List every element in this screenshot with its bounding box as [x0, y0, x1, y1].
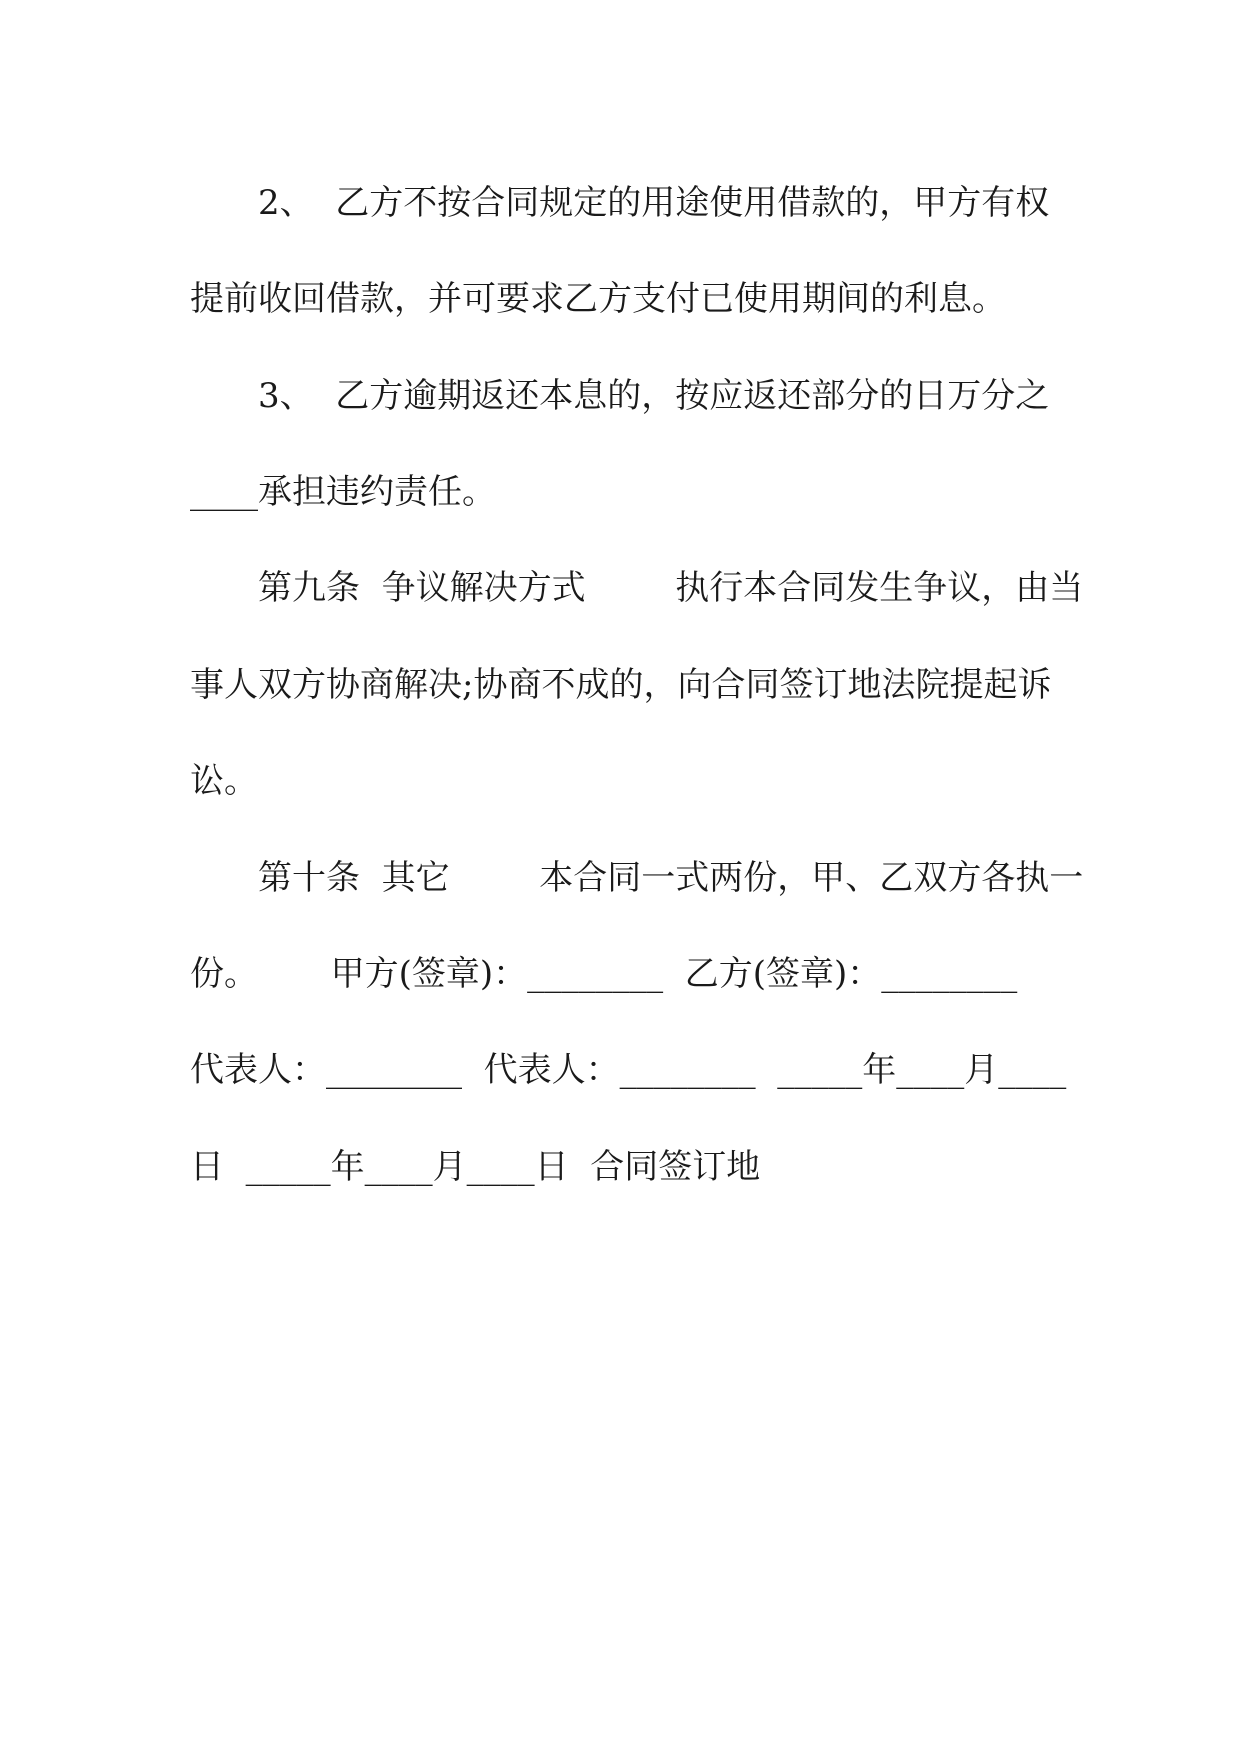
text-line: 提前收回借款，并可要求乙方支付已使用期间的利息。 [190, 279, 1006, 319]
text-line: 日 _____年____月____日 合同签订地 [190, 1147, 761, 1187]
text-line: ____承担违约责任。 [190, 472, 496, 512]
text-line: 3、 乙方逾期返还本息的，按应返还部分的日万分之 [190, 376, 1050, 416]
text-line: 第十条 其它 本合同一式两份，甲、乙双方各执一 [190, 858, 1084, 898]
text-line: 第九条 争议解决方式 执行本合同发生争议，由当 [190, 568, 1084, 608]
text-line: 讼。 [190, 761, 258, 801]
text-line: 事人双方协商解决;协商不成的，向合同签订地法院提起诉 [190, 665, 1052, 705]
text-line: 2、 乙方不按合同规定的用途使用借款的，甲方有权 [190, 183, 1050, 223]
text-line: 代表人：________ 代表人：________ _____年____月____ [190, 1050, 1067, 1090]
text-line: 份。 甲方(签章)：________ 乙方(签章)：________ [190, 954, 1018, 994]
